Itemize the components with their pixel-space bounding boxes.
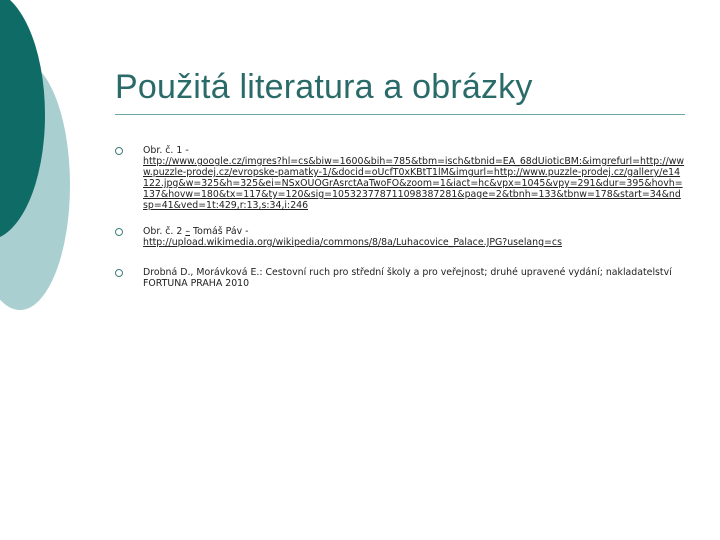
title-divider (115, 114, 685, 115)
reference-item-3 (115, 267, 685, 289)
reference-text: Drobná D., Morávková E.: Cestovní ruch pro střední školy a pro veřejnost; druhé upravené vydání; nakladatelství FORTUNA PRAHA 2010 (143, 267, 672, 289)
slide-title: Použitá literatura a obrázky (115, 68, 533, 106)
reference-item-2 (115, 226, 685, 248)
circle-bullet-icon (115, 228, 123, 236)
reference-author: Tomáš Páv - (193, 226, 249, 237)
reference-link[interactable]: http://www.google.cz/imgres?hl=cs&biw=1600&bih=785&tbm=isch&tbnid=EA_68dUioticBM:&imgrefurl=http://www.puzzle-prodej.cz/evropske-pamatky-1/&docid=oUcfT0xKBtT1lM&imgurl=http://www.puzzle-prodej.cz/gallery/e14122.jpg&w=325&h=325&ei=NSxOUOGrAsrctAaTwoFO&zoom=1&iact=hc&vpx=1045&vpy=291&dur=395&hovh=137&hovw=180&tx=117&ty=120&sig=105323778711098387281&page=2&tbnh=133&tbnw=178&start=34&ndsp=41&ved=1t:429,r:13,s:34,i:246 (143, 156, 685, 211)
circle-bullet-icon (115, 269, 123, 277)
dash-link[interactable]: – (185, 226, 191, 237)
reference-prefix: Obr. č. 2 (143, 226, 183, 237)
reference-item-1 (115, 145, 685, 211)
reference-prefix: Obr. č. 1 - (143, 145, 189, 156)
circle-bullet-icon (115, 147, 123, 155)
reference-link[interactable]: http://upload.wikimedia.org/wikipedia/commons/8/8a/Luhacovice_Palace.JPG?uselang=cs (143, 237, 562, 248)
